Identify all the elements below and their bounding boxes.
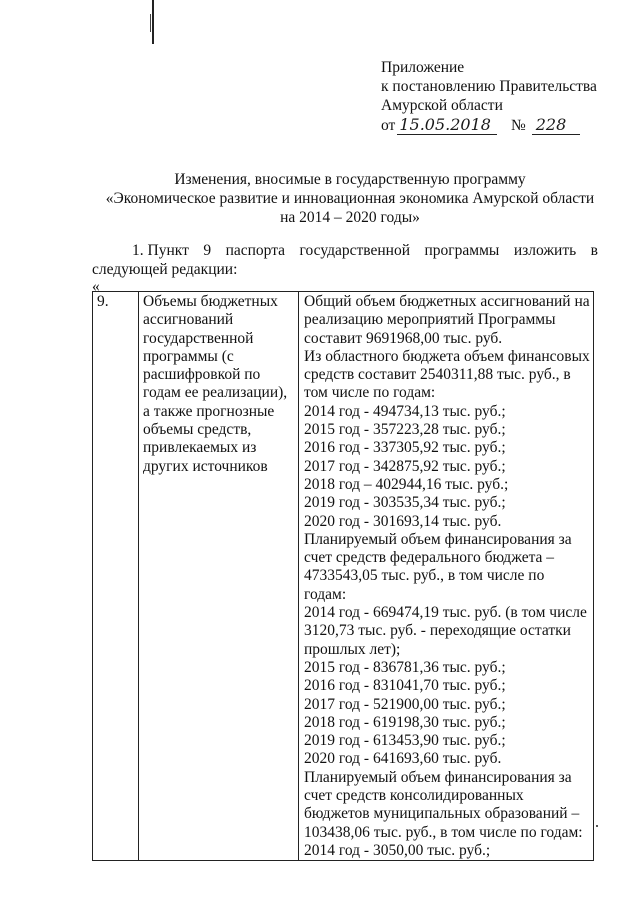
number-prefix: №	[510, 117, 526, 134]
title-line-1: Изменения, вносимые в государственную программу	[174, 171, 526, 188]
paragraph-word: государственной	[299, 242, 411, 259]
paragraph-word: программы	[424, 242, 500, 259]
text-line: 2017 год - 521900,00 тыс. руб.;	[304, 695, 506, 713]
text-line: 2020 год - 301693,14 тыс. руб.	[304, 512, 502, 530]
table-row	[93, 292, 594, 861]
text-line: 2016 год - 337305,92 тыс. руб.;	[304, 439, 506, 457]
scan-dot	[596, 825, 598, 827]
name-line: программы (с	[143, 347, 234, 365]
handwritten-number: 228	[532, 115, 581, 135]
title-line-2: «Экономическое развитие и инновационная экономика Амурской области	[105, 190, 595, 207]
handwritten-date: 15.05.2018	[397, 115, 497, 135]
appendix-date-number-line	[381, 115, 597, 135]
row-text-cell	[299, 292, 594, 861]
row-number-cell	[93, 292, 139, 861]
name-line: а также прогнозные	[143, 402, 275, 420]
appendix-line-2: к постановлению Правительства	[381, 78, 597, 95]
name-line: расшифровкой по	[143, 366, 261, 384]
text-line: Общий объем бюджетных ассигнований на	[304, 293, 590, 310]
document-title	[70, 170, 630, 227]
name-line: других источников	[143, 457, 268, 475]
text-line: 2018 год – 402944,16 тыс. руб.;	[304, 475, 509, 493]
text-line: счет средств федерального бюджета –	[304, 549, 555, 567]
text-line: 2019 год - 613453,90 тыс. руб.;	[304, 732, 506, 750]
text-line: 2014 год - 669474,19 тыс. руб. (в том числе	[304, 604, 587, 622]
text-line: Планируемый объем финансирования за	[304, 530, 572, 548]
paragraph-word: изложить	[513, 242, 577, 259]
binding-mark-secondary	[150, 14, 151, 32]
text-line: прошлых лет);	[304, 640, 401, 658]
text-line: 2015 год - 357223,28 тыс. руб.;	[304, 421, 506, 439]
paragraph-line-1	[92, 241, 598, 260]
text-line: 2016 год - 831041,70 тыс. руб.;	[304, 677, 506, 695]
text-line: 3120,73 тыс. руб. - переходящие остатки	[304, 622, 571, 640]
instruction-paragraph	[92, 241, 598, 279]
appendix-line-3: Амурской области	[381, 97, 503, 114]
row-name-cell	[139, 292, 299, 861]
text-line: 2015 год - 836781,36 тыс. руб.;	[304, 658, 506, 676]
paragraph-word: 1. Пункт	[132, 242, 189, 259]
name-line: годам ее реализации),	[143, 384, 288, 402]
text-line: Из областного бюджета объем финансовых	[304, 347, 590, 365]
opening-quote: «	[92, 278, 100, 295]
name-line: привлекаемых из	[143, 439, 257, 457]
text-line: 2017 год - 342875,92 тыс. руб.;	[304, 457, 506, 475]
appendix-block	[381, 58, 597, 135]
text-line: 4733543,05 тыс. руб., в том числе по	[304, 567, 545, 585]
name-line: государственной	[143, 329, 254, 347]
text-line: средств составит 2540311,88 тыс. руб., в	[304, 366, 571, 384]
row-number: 9.	[97, 293, 109, 310]
text-line: составит 9691968,00 тыс. руб.	[304, 329, 503, 347]
text-line: реализацию мероприятий Программы	[304, 311, 556, 329]
text-line: годам:	[304, 585, 347, 603]
paragraph-word: 9	[203, 242, 212, 259]
text-line: счет средств консолидированных	[304, 787, 524, 805]
binding-mark	[152, 0, 154, 44]
paragraph-word: паспорта	[225, 242, 286, 259]
name-line: ассигнований	[143, 311, 234, 329]
text-line: 2018 год - 619198,30 тыс. руб.;	[304, 713, 506, 731]
text-line: том числе по годам:	[304, 384, 436, 402]
title-line-3: на 2014 – 2020 годы»	[280, 209, 420, 226]
appendix-line-1: Приложение	[381, 59, 465, 76]
text-line: бюджетов муниципальных образований –	[304, 805, 580, 823]
text-line: Планируемый объем финансирования за	[304, 768, 572, 786]
name-line: объемы средств,	[143, 421, 252, 439]
text-line: 2020 год - 641693,60 тыс. руб.	[304, 750, 502, 768]
passport-table	[92, 291, 594, 861]
text-line: 103438,06 тыс. руб., в том числе по годам:	[304, 823, 583, 841]
name-line: Объемы бюджетных	[143, 293, 278, 310]
date-prefix: от	[381, 117, 396, 134]
text-line: 2014 год - 3050,00 тыс. руб.;	[304, 841, 491, 859]
paragraph-word: в	[590, 242, 598, 259]
paragraph-line-2: следующей редакции:	[92, 261, 238, 278]
text-line: 2019 год - 303535,34 тыс. руб.;	[304, 494, 506, 512]
text-line: 2014 год - 494734,13 тыс. руб.;	[304, 402, 506, 420]
